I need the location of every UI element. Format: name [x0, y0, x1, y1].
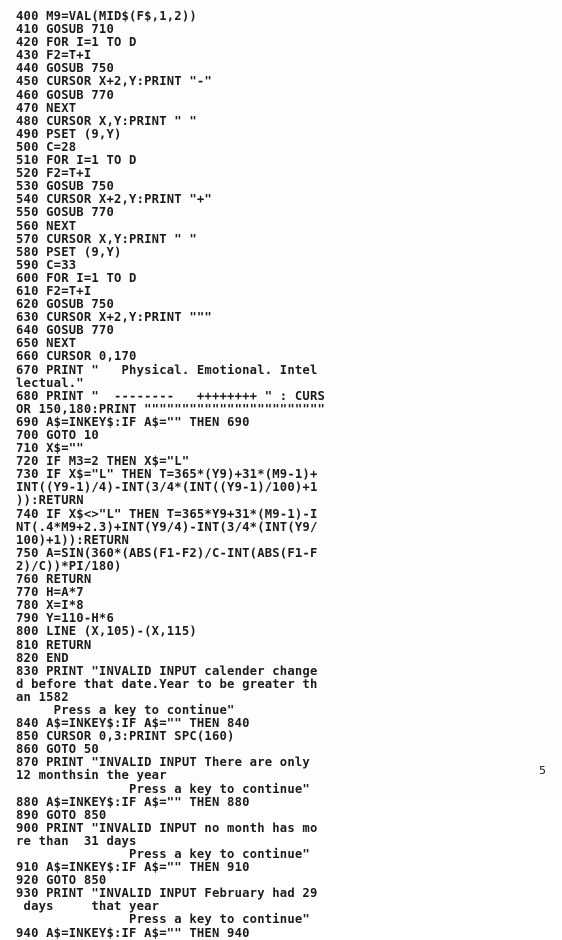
code-line: 930 PRINT "INVALID INPUT February had 29 [16, 886, 318, 901]
code-line: lectual." [16, 375, 84, 390]
code-line: 710 X$="" [16, 441, 84, 456]
code-line: 420 FOR I=1 TO D [16, 35, 137, 50]
code-line: Press a key to continue" [16, 912, 310, 927]
code-line: Press a key to continue" [16, 847, 310, 861]
code-line: 870 PRINT "INVALID INPUT There are only [16, 755, 310, 770]
code-line: 740 IF X$<>"L" THEN T=365*Y9+31*(M9-1)-I [16, 506, 318, 521]
code-line: 510 FOR I=1 TO D [16, 153, 137, 168]
code-line: 400 M9=VAL(MID$(F$,1,2)) [16, 9, 197, 23]
code-line: 580 PSET (9,Y) [16, 244, 122, 259]
code-line: 890 GOTO 850 [16, 807, 107, 822]
code-line: 720 IF M3=2 THEN X$="L" [16, 454, 190, 469]
code-line: 900 PRINT "INVALID INPUT no month has mo [16, 820, 318, 835]
code-line: 780 X=I*8 [16, 598, 84, 613]
code-line: 620 GOSUB 750 [16, 297, 114, 312]
code-line: NT(.4*M9+2.3)+INT(Y9/4)-INT(3/4*(INT(Y9/ [16, 519, 318, 534]
code-line: 530 GOSUB 750 [16, 179, 114, 194]
code-line: 540 CURSOR X+2,Y:PRINT "+" [16, 192, 212, 207]
code-line: 570 CURSOR X,Y:PRINT " " [16, 231, 197, 246]
code-line: 840 A$=INKEY$:IF A$="" THEN 840 [16, 716, 250, 731]
code-line: 750 A=SIN(360*(ABS(F1-F2)/C-INT(ABS(F1-F [16, 545, 318, 560]
code-line: 880 A$=INKEY$:IF A$="" THEN 880 [16, 794, 250, 809]
code-line: 440 GOSUB 750 [16, 61, 114, 76]
code-line: 12 monthsin the year [16, 768, 167, 783]
code-line: 640 GOSUB 770 [16, 323, 114, 338]
code-line: 830 PRINT "INVALID INPUT calender change [16, 663, 318, 678]
code-line: 670 PRINT " Physical. Emotional. Intel [16, 362, 318, 377]
code-line: an 1582 [16, 689, 69, 704]
code-line: 850 CURSOR 0,3:PRINT SPC(160) [16, 729, 235, 744]
code-line: 690 A$=INKEY$:IF A$="" THEN 690 [16, 414, 250, 429]
code-line: 770 H=A*7 [16, 585, 84, 600]
page-number: 5 [539, 764, 546, 777]
code-line: 820 END [16, 650, 69, 665]
basic-program-listing [16, 10, 556, 940]
code-line: 790 Y=110-H*6 [16, 611, 114, 626]
code-line: 660 CURSOR 0,170 [16, 349, 137, 364]
code-line: 650 NEXT [16, 336, 77, 351]
code-line: d before that date.Year to be greater th [16, 676, 318, 691]
code-line: Press a key to continue" [16, 781, 310, 796]
code-line: 430 F2=T+I [16, 48, 92, 63]
code-line: 520 F2=T+I [16, 166, 92, 181]
code-line: 480 CURSOR X,Y:PRINT " " [16, 113, 197, 128]
code-line: 860 GOTO 50 [16, 742, 99, 757]
code-line: 470 NEXT [16, 100, 77, 115]
code-line: 600 FOR I=1 TO D [16, 270, 137, 285]
code-line: Press a key to continue" [16, 702, 235, 717]
code-line: 760 RETURN [16, 572, 92, 587]
code-line: 2)/C))*PI/180) [16, 558, 122, 573]
code-line: 410 GOSUB 710 [16, 22, 114, 37]
code-line: 610 F2=T+I [16, 283, 92, 298]
code-line: 500 C=28 [16, 139, 77, 154]
code-line: 910 A$=INKEY$:IF A$="" THEN 910 [16, 860, 250, 875]
code-line: 730 IF X$="L" THEN T=365*(Y9)+31*(M9-1)+ [16, 467, 318, 482]
code-line: 550 GOSUB 770 [16, 205, 114, 220]
code-line: 100)+1)):RETURN [16, 532, 130, 547]
code-line: 800 LINE (X,105)-(X,115) [16, 624, 197, 639]
code-line: 940 A$=INKEY$:IF A$="" THEN 940 [16, 925, 250, 940]
code-line: 810 RETURN [16, 637, 92, 652]
code-line: days that year [16, 899, 160, 914]
code-line: 630 CURSOR X+2,Y:PRINT """ [16, 310, 212, 325]
code-line: re than 31 days [16, 833, 137, 848]
code-line: 700 GOTO 10 [16, 428, 99, 442]
code-line: 560 NEXT [16, 218, 77, 233]
code-line: INT((Y9-1)/4)-INT(3/4*(INT((Y9-1)/100)+1 [16, 480, 318, 495]
code-line: 460 GOSUB 770 [16, 87, 114, 102]
code-line: 920 GOTO 850 [16, 873, 107, 888]
code-line: )):RETURN [16, 493, 84, 508]
code-line: 590 C=33 [16, 257, 77, 272]
code-line: 490 PSET (9,Y) [16, 126, 122, 141]
code-line: 450 CURSOR X+2,Y:PRINT "-" [16, 74, 212, 89]
code-line: 680 PRINT " -------- ++++++++ " : CURS [16, 388, 326, 403]
code-line: OR 150,180:PRINT """""""""""""""""""""""" [16, 401, 326, 416]
